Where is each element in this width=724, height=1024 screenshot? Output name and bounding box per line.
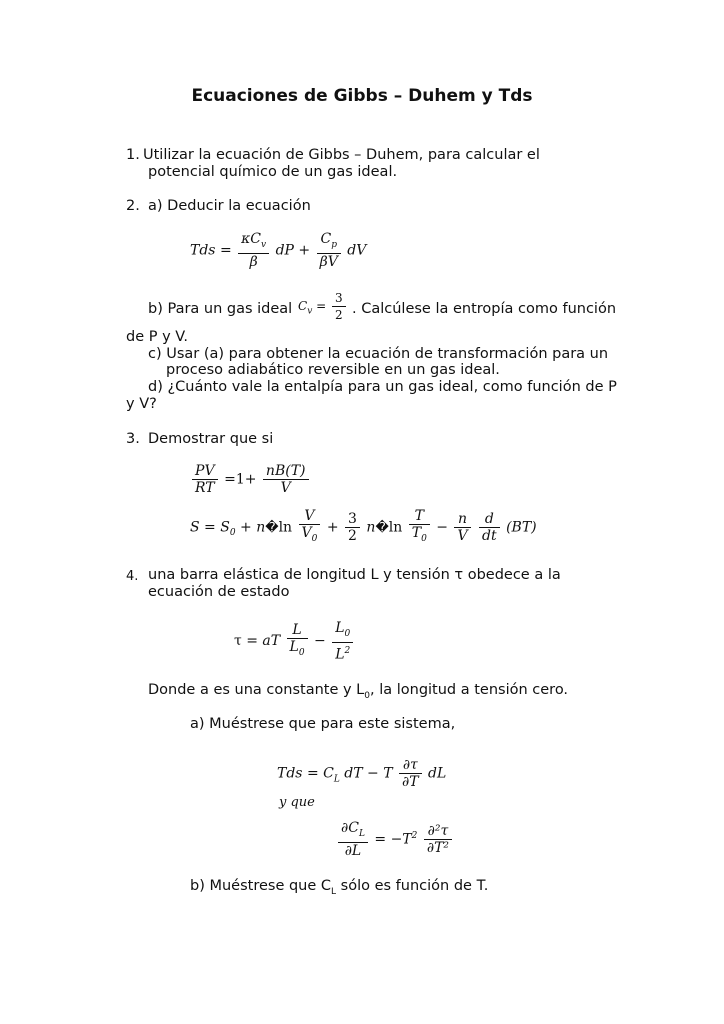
denominator: dt (482, 527, 497, 544)
problem-4b-text (190, 878, 488, 897)
denominator: V (280, 480, 291, 496)
unrendered-glyph: � (265, 520, 279, 536)
numerator: d (479, 511, 500, 528)
problem-1-line-1: Utilizar la ecuación de Gibbs – Duhem, para calcular el (143, 147, 540, 163)
denominator: RT (195, 480, 215, 496)
subscript: v (307, 306, 313, 317)
plus-sign: + (240, 519, 252, 536)
subscript: L (333, 774, 340, 785)
fraction (454, 511, 470, 544)
denominator: 2 (348, 527, 357, 544)
minus-sign: − (314, 633, 326, 650)
item-number-4: 4. (126, 569, 139, 584)
text: , la longitud a tensión cero. (369, 682, 569, 698)
fraction (192, 463, 218, 496)
fraction (338, 820, 368, 859)
item-number-2: 2. (126, 198, 140, 214)
problem-2b-text-2: . Calcúlese la entropía como función (352, 301, 617, 317)
denominator: V (457, 527, 468, 544)
subscript: L (358, 828, 365, 839)
denominator: L (335, 646, 345, 663)
fraction (399, 757, 422, 790)
problem-2b-line-2: de P y V. (126, 329, 188, 345)
term: = −T (374, 831, 412, 848)
text: Donde a es una constante y L (148, 682, 365, 698)
eq-lhs: C (298, 299, 308, 313)
numerator: nB(T) (263, 463, 309, 480)
eq-sign: = (219, 242, 232, 259)
eq-sign: = (204, 519, 216, 536)
ln-function: ln (388, 519, 403, 536)
fraction (424, 823, 452, 856)
fraction (263, 463, 309, 496)
problem-1-line-2: potencial químico de un gas ideal. (148, 164, 398, 180)
minus-sign: − (436, 519, 448, 536)
term: S (220, 519, 230, 536)
plus-sign: + (298, 242, 311, 259)
numerator: ∂τ (399, 757, 422, 774)
numerator: PV (192, 463, 218, 480)
superscript: 2 (344, 645, 351, 656)
term: dP (275, 242, 294, 259)
subscript: 0 (364, 690, 370, 701)
equation-virial (190, 463, 311, 496)
term: (BT) (506, 519, 537, 536)
numerator: n (454, 511, 470, 528)
problem-2c-line-1: c) Usar (a) para obtener la ecuación de transformación para un (148, 346, 609, 362)
denominator: V (301, 525, 312, 541)
denominator: L (289, 638, 299, 655)
fraction (287, 622, 308, 661)
numerator: C (320, 231, 332, 247)
equation-tds-1 (190, 231, 366, 270)
numerator: L (335, 620, 345, 636)
problem-2b-text: b) Para un gas ideal (148, 301, 293, 317)
problem-4-line-2: ecuación de estado (148, 584, 290, 600)
eq-sign: = (246, 633, 258, 650)
eq-sign: = (316, 299, 327, 313)
numerator: T (409, 508, 430, 525)
fraction (332, 290, 346, 323)
term: dT − T (344, 765, 393, 782)
equation-state (234, 620, 355, 662)
term: n (256, 519, 266, 536)
item-number-1: 1. (126, 147, 140, 163)
superscript: 2 (411, 830, 418, 841)
denominator: β (249, 253, 258, 270)
eq-lhs: τ (234, 633, 242, 650)
fraction (409, 508, 430, 547)
page-title: Ecuaciones de Gibbs – Duhem y Tds (191, 86, 533, 106)
term: n (366, 519, 376, 536)
denominator: T (411, 525, 422, 541)
subscript: 0 (344, 628, 351, 639)
item-number-3: 3. (126, 431, 140, 447)
denominator: ∂T² (426, 839, 450, 856)
equation-tds-2 (277, 757, 446, 790)
numerator: ∂C (341, 820, 359, 836)
term: dL (428, 765, 447, 782)
subscript: 0 (229, 528, 236, 539)
numerator: 3 (345, 511, 360, 528)
fraction (317, 231, 341, 270)
term: dV (347, 242, 367, 259)
subscript: v (261, 239, 267, 250)
eq-sign: = (306, 765, 319, 782)
numerator: κC (241, 231, 262, 247)
fraction (299, 508, 321, 547)
eq-lhs: S (190, 519, 200, 536)
numerator: L (287, 622, 308, 639)
denominator: 2 (335, 308, 343, 322)
subscript: 0 (421, 533, 427, 544)
eq-middle: =1+ (224, 471, 257, 488)
problem-4a-text: a) Muéstrese que para este sistema, (190, 716, 456, 732)
numerator: ∂²τ (424, 823, 452, 840)
denominator: ∂L (344, 842, 362, 859)
ln-function: ln (278, 519, 293, 536)
term: aT (262, 633, 281, 650)
eq-lhs: Tds (277, 765, 303, 782)
fraction (345, 511, 360, 544)
term: C (323, 765, 334, 782)
equation-entropy (190, 508, 537, 547)
problem-2d-line-2: y V? (126, 396, 157, 412)
text: b) Muéstrese que C (190, 878, 332, 894)
equation-cl (336, 820, 454, 859)
unrendered-glyph: � (375, 520, 389, 536)
problem-2c-line-2: proceso adiabático reversible en un gas ideal. (166, 362, 500, 378)
fraction (479, 511, 500, 544)
subscript: L (331, 886, 337, 897)
fraction (238, 231, 269, 270)
subscript: 0 (311, 533, 318, 544)
y-que: y que (279, 795, 315, 810)
fraction (332, 620, 353, 662)
problem-2d-line-1: d) ¿Cuánto vale la entalpía para un gas ideal, como función de P (148, 379, 617, 395)
problem-4-line-1: una barra elástica de longitud L y tensión τ obedece a la (148, 567, 561, 583)
denominator: ∂T (402, 774, 419, 790)
plus-sign: + (326, 519, 339, 536)
equation-cv (298, 290, 348, 323)
problem-2-intro: a) Deducir la ecuación (148, 198, 311, 214)
subscript: 0 (298, 647, 305, 658)
denominator: βV (319, 253, 338, 270)
problem-3-intro: Demostrar que si (148, 431, 274, 447)
donde-line (148, 682, 568, 701)
text: sólo es función de T. (336, 878, 489, 894)
numerator: V (299, 508, 321, 525)
eq-lhs: Tds (190, 242, 216, 259)
subscript: p (331, 239, 337, 250)
numerator: 3 (332, 290, 346, 307)
